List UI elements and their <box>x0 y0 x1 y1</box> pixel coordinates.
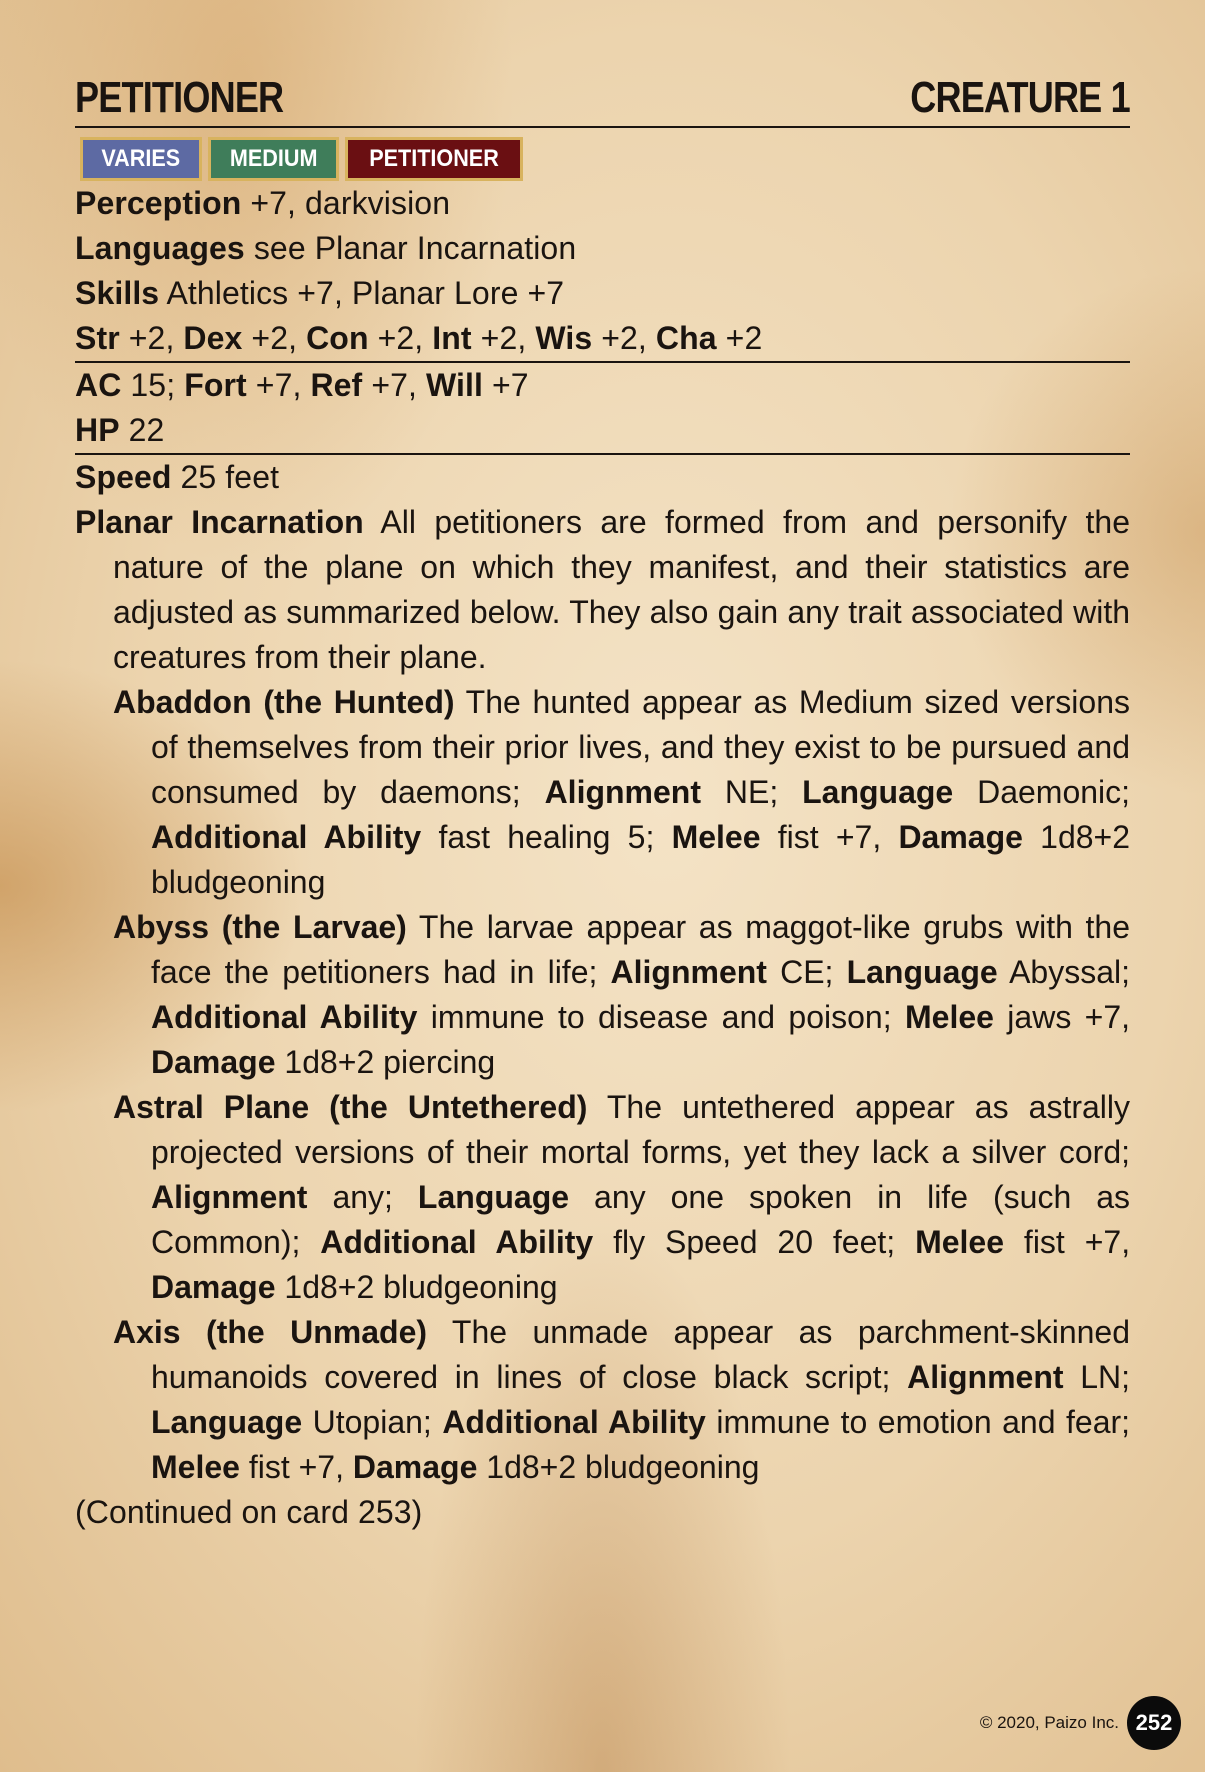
hit-points-line: HP 22 <box>75 408 1130 455</box>
card-number-badge: 252 <box>1127 1696 1181 1750</box>
defenses-line: AC 15; Fort +7, Ref +7, Will +7 <box>75 367 529 403</box>
plane-entry-abyss: Abyss (the Larvae) The larvae appear as maggot-like grubs with the face the petitioners had in life; Alignment CE; Language Abyssal; Additional Ability immune to disease and poison; Melee jaws +7, Damage 1d8+2 piercing <box>113 909 1131 1080</box>
plane-entry-abaddon: Abaddon (the Hunted) The hunted appear as Medium sized versions of themselves from their prior lives, and they exist to be pursued and consumed by daemons; Alignment NE; Language Daemonic; Additional Ability fast healing 5; Melee fist +7, Damage 1d8+2 bludgeoning <box>113 684 1131 900</box>
plane-entry-astral: Astral Plane (the Untethered) The untethered appear as astrally projected versions of their mortal forms, yet they lack a silver cord; Alignment any; Language any one spoken in life (such as Common); Additional Ability fly Speed 20 feet; Melee fist +7, Damage 1d8+2 bludgeoning <box>113 1089 1131 1305</box>
ability-modifiers-line: Str +2, Dex +2, Con +2, Int +2, Wis +2, Cha +2 <box>75 316 1130 363</box>
stat-block <box>75 70 1130 1535</box>
planar-incarnation-ability: Planar Incarnation All petitioners are formed from and personify the nature of the plane on which they manifest, and their statistics are adjusted as summarized below. They also gain any trait associated with creatures from their plane. <box>75 504 1131 675</box>
stat-block-header <box>75 70 1130 128</box>
languages-line: Languages see Planar Incarnation <box>75 230 577 266</box>
creature-name: PETITIONER <box>75 73 284 122</box>
creature-level: CREATURE 1 <box>910 73 1130 122</box>
perception-line: Perception +7, darkvision <box>75 185 451 221</box>
trait-list <box>75 137 1130 181</box>
continued-note: (Continued on card 253) <box>75 1494 423 1530</box>
trait-badge-medium: MEDIUM <box>208 137 339 181</box>
trait-badge-petitioner: PETITIONER <box>345 137 523 181</box>
skills-line: Skills Athletics +7, Planar Lore +7 <box>75 275 565 311</box>
trait-badge-varies: VARIES <box>80 137 202 181</box>
plane-entry-axis: Axis (the Unmade) The unmade appear as parchment-skinned humanoids covered in lines of close black script; Alignment LN; Language Utopian; Additional Ability immune to emotion and fear; Melee fist +7, Damage 1d8+2 bludgeoning <box>113 1314 1131 1485</box>
speed-line: Speed 25 feet <box>75 459 280 495</box>
copyright-text: © 2020, Paizo Inc. <box>979 1713 1119 1732</box>
card-footer <box>980 1696 1181 1750</box>
